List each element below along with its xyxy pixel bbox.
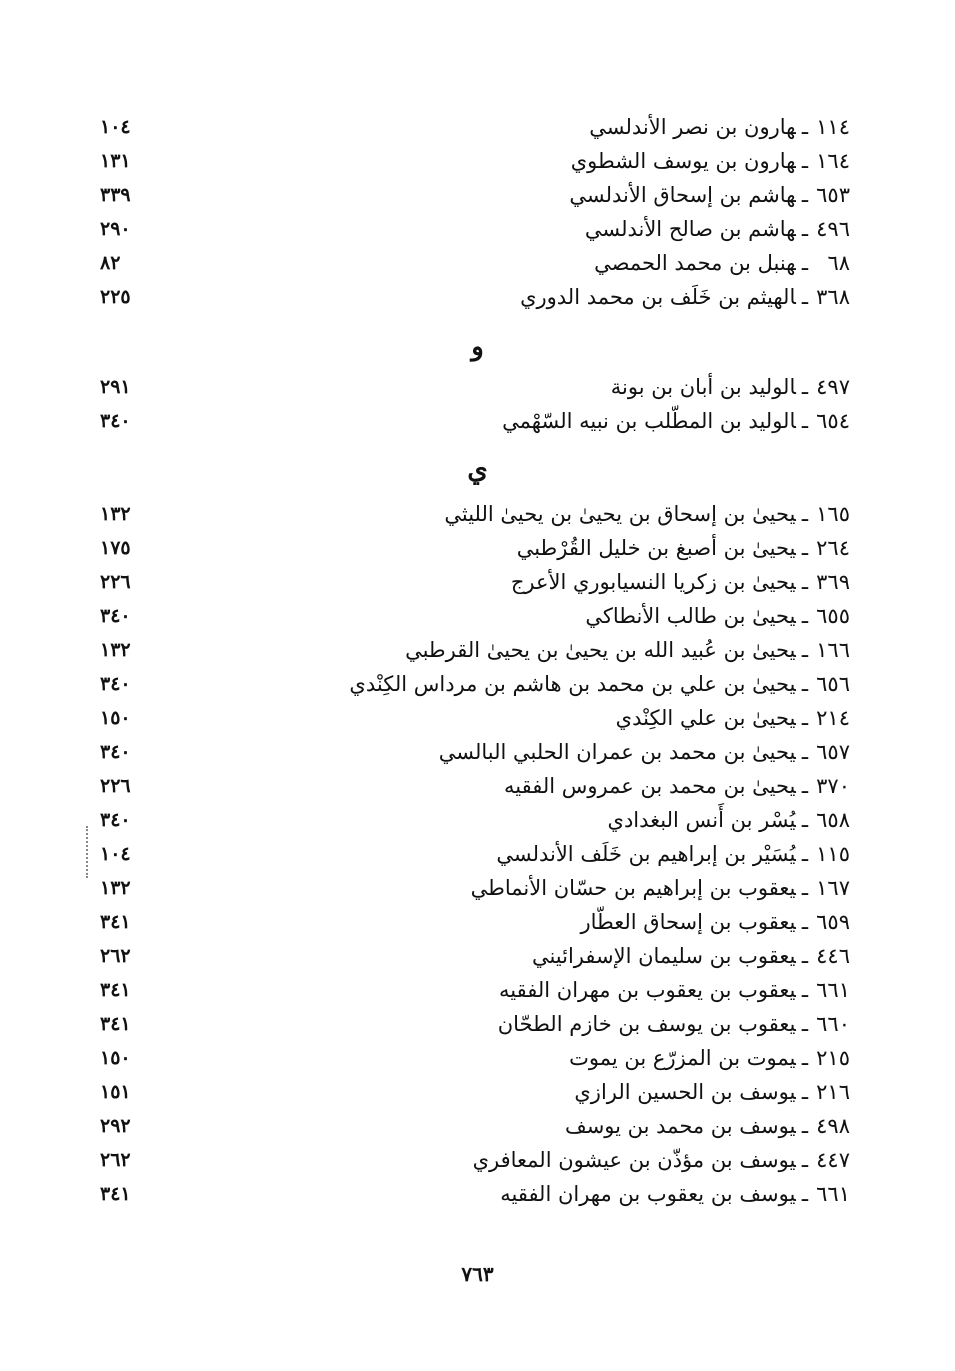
entry-page: ١٥١ [100, 1081, 131, 1103]
entry-page: ١٣١ [100, 150, 131, 172]
entry-separator: ـ [801, 375, 808, 399]
entry-name: هاشم بن صالح الأندلسي [584, 217, 796, 241]
entry-page: ٢٩٢ [100, 1115, 131, 1137]
entry-name: يحيىٰ بن طالب الأنطاكي [585, 604, 796, 628]
entry-separator: ـ [801, 251, 808, 275]
index-entry [100, 280, 850, 314]
entry-page: ٣٤٠ [100, 410, 131, 432]
margin-mark [86, 826, 90, 878]
section-waw [100, 370, 850, 438]
entry-page: ٢٦٢ [100, 945, 131, 967]
entry-page: ٢٩١ [100, 376, 131, 398]
entry-separator: ـ [801, 285, 808, 309]
page-number: ٧٦٣ [461, 1262, 494, 1286]
entry-number: ١١٥ [816, 842, 850, 866]
entry-separator: ـ [801, 1080, 808, 1104]
entry-name: يعقوب بن يعقوب بن مهران الفقيه [499, 978, 796, 1002]
index-entry [100, 1143, 850, 1177]
entry-name: يحيىٰ بن إسحاق بن يحيىٰ بن يحيىٰ الليثي [444, 502, 796, 526]
entry-number: ٤٩٦ [816, 217, 850, 241]
entry-page: ١٠٤ [100, 843, 131, 865]
entry-separator: ـ [801, 115, 808, 139]
index-entry [100, 531, 850, 565]
entry-name: يحيىٰ بن عُبيد الله بن يحيىٰ بن يحيىٰ القرطبي [405, 638, 796, 662]
index-entry [100, 701, 850, 735]
index-entry [100, 871, 850, 905]
index-entry [100, 1041, 850, 1075]
entry-number: ٦٥٦ [816, 672, 850, 696]
entry-page: ٢٢٦ [100, 571, 131, 593]
index-entry [100, 667, 850, 701]
entry-separator: ـ [801, 409, 808, 433]
entry-separator: ـ [801, 638, 808, 662]
entry-page: ٣٤١ [100, 1013, 131, 1035]
entry-number: ٦٦١ [816, 978, 850, 1002]
entry-separator: ـ [801, 1046, 808, 1070]
entry-page: ٣٤٠ [100, 673, 131, 695]
entry-name: يموت بن المزرّع بن يموت [569, 1046, 796, 1070]
entry-number: ٦٨ [827, 251, 850, 275]
index-entry [100, 565, 850, 599]
entry-number: ٢١٤ [816, 706, 850, 730]
entry-separator: ـ [801, 978, 808, 1002]
entry-number: ٤٩٨ [816, 1114, 850, 1138]
entry-separator: ـ [801, 149, 808, 173]
entry-number: ٦٥٥ [816, 604, 850, 628]
entry-number: ١٦٤ [816, 149, 850, 173]
index-entry [100, 803, 850, 837]
entry-number: ٣٦٨ [816, 285, 850, 309]
entry-name: يُسْر بن أَنس البغدادي [607, 808, 796, 832]
entry-name: يوسف بن مؤذّن بن عيشون المعافري [472, 1148, 796, 1172]
entry-number: ٦٥٣ [816, 183, 850, 207]
entry-page: ٢٢٥ [100, 286, 131, 308]
index-entry [100, 599, 850, 633]
entry-page: ٢٦٢ [100, 1149, 131, 1171]
entry-page: ١٧٥ [100, 537, 131, 559]
entry-page: ٣٤١ [100, 979, 131, 1001]
entry-separator: ـ [801, 604, 808, 628]
index-entry [100, 110, 850, 144]
entry-page: ٢٩٠ [100, 218, 131, 240]
entry-name: يوسف بن يعقوب بن مهران الفقيه [500, 1182, 796, 1206]
index-entry [100, 497, 850, 531]
entry-name: يوسف بن الحسين الرازي [574, 1080, 796, 1104]
entry-name: هنبل بن محمد الحمصي [594, 251, 796, 275]
entry-number: ٤٩٧ [816, 375, 850, 399]
entry-page: ١٣٢ [100, 877, 131, 899]
index-entry [100, 178, 850, 212]
entry-name: الوليد بن المطّلب بن نبيه السّهْمي [502, 409, 796, 433]
entry-page: ٣٤١ [100, 1183, 131, 1205]
entry-name: يحيىٰ بن محمد بن عمران الحلبي البالسي [438, 740, 796, 764]
index-entry [100, 735, 850, 769]
entry-page: ١٣٢ [100, 503, 131, 525]
entry-separator: ـ [801, 570, 808, 594]
entry-number: ٤٤٧ [816, 1148, 850, 1172]
entry-number: ٦٥٩ [816, 910, 850, 934]
entry-separator: ـ [801, 774, 808, 798]
entry-page: ١٥٠ [100, 1047, 131, 1069]
entry-name: الوليد بن أبان بن بونة [610, 375, 796, 399]
index-entry [100, 973, 850, 1007]
entry-page: ٣٤١ [100, 911, 131, 933]
entry-name: يعقوب بن سليمان الإسفرائيني [531, 944, 796, 968]
entry-name: يعقوب بن إسحاق العطّار [580, 910, 796, 934]
entry-name: هارون بن يوسف الشطوي [570, 149, 796, 173]
index-entry [100, 246, 850, 280]
entry-separator: ـ [801, 740, 808, 764]
entry-number: ١٦٧ [816, 876, 850, 900]
entry-number: ١٦٦ [816, 638, 850, 662]
section-ha [100, 110, 850, 314]
entry-name: يعقوب بن يوسف بن خازم الطحّان [497, 1012, 796, 1036]
entry-number: ١١٤ [816, 115, 850, 139]
index-entry [100, 769, 850, 803]
entry-separator: ـ [801, 876, 808, 900]
entry-name: يحيىٰ بن محمد بن عمروس الفقيه [503, 774, 796, 798]
index-entry [100, 212, 850, 246]
entry-number: ٢١٦ [816, 1080, 850, 1104]
index-entry [100, 1177, 850, 1211]
entry-name: هاشم بن إسحاق الأندلسي [569, 183, 796, 207]
index-entry [100, 633, 850, 667]
entry-name: الهيثم بن خَلَف بن محمد الدوري [520, 285, 796, 309]
entry-separator: ـ [801, 910, 808, 934]
entry-separator: ـ [801, 1012, 808, 1036]
entry-number: ٢٦٤ [816, 536, 850, 560]
entry-name: هارون بن نصر الأندلسي [589, 115, 796, 139]
entry-page: ٨٢ [100, 252, 121, 274]
entry-separator: ـ [801, 706, 808, 730]
section-letter-ya: ي [467, 455, 488, 485]
entry-separator: ـ [801, 217, 808, 241]
index-entry [100, 370, 850, 404]
entry-page: ١٠٤ [100, 116, 131, 138]
entry-name: يعقوب بن إبراهيم بن حسّان الأنماطي [470, 876, 796, 900]
section-letter-waw: و [471, 332, 484, 362]
section-ya [100, 497, 850, 1211]
entry-name: يُسَيْر بن إبراهيم بن خَلَف الأندلسي [496, 842, 796, 866]
index-entry [100, 1075, 850, 1109]
entry-separator: ـ [801, 944, 808, 968]
entry-page: ٣٣٩ [100, 184, 131, 206]
entry-separator: ـ [801, 1114, 808, 1138]
entry-separator: ـ [801, 1148, 808, 1172]
entry-page: ٢٢٦ [100, 775, 131, 797]
entry-number: ٦٥٨ [816, 808, 850, 832]
entry-name: يحيىٰ بن زكريا النسيابوري الأعرج [510, 570, 796, 594]
entry-separator: ـ [801, 672, 808, 696]
entry-separator: ـ [801, 183, 808, 207]
entry-page: ١٣٢ [100, 639, 131, 661]
entry-separator: ـ [801, 808, 808, 832]
entry-page: ١٥٠ [100, 707, 131, 729]
entry-name: يوسف بن محمد بن يوسف [564, 1114, 796, 1138]
index-entry [100, 404, 850, 438]
entry-separator: ـ [801, 536, 808, 560]
entry-name: يحيىٰ بن علي الكِنْدي [615, 706, 796, 730]
entry-name: يحيىٰ بن أصبغ بن خليل القُرْطبي [516, 536, 796, 560]
entry-number: ٦٦٠ [816, 1012, 850, 1036]
index-entry [100, 837, 850, 871]
entry-page: ٣٤٠ [100, 605, 131, 627]
entry-number: ٣٧٠ [816, 774, 850, 798]
entry-number: ٢١٥ [816, 1046, 850, 1070]
entry-page: ٣٤٠ [100, 809, 131, 831]
index-entry [100, 1007, 850, 1041]
entry-page: ٣٤٠ [100, 741, 131, 763]
entry-separator: ـ [801, 502, 808, 526]
index-entry [100, 939, 850, 973]
entry-number: ٣٦٩ [816, 570, 850, 594]
entry-separator: ـ [801, 842, 808, 866]
entry-separator: ـ [801, 1182, 808, 1206]
entry-number: ٦٥٧ [816, 740, 850, 764]
index-entry [100, 144, 850, 178]
entry-number: ١٦٥ [816, 502, 850, 526]
entry-number: ٤٤٦ [816, 944, 850, 968]
entry-number: ٦٦١ [816, 1182, 850, 1206]
index-entry [100, 1109, 850, 1143]
entry-name: يحيىٰ بن علي بن محمد بن هاشم بن مرداس الكِنْدي [349, 672, 796, 696]
entry-number: ٦٥٤ [816, 409, 850, 433]
index-entry [100, 905, 850, 939]
